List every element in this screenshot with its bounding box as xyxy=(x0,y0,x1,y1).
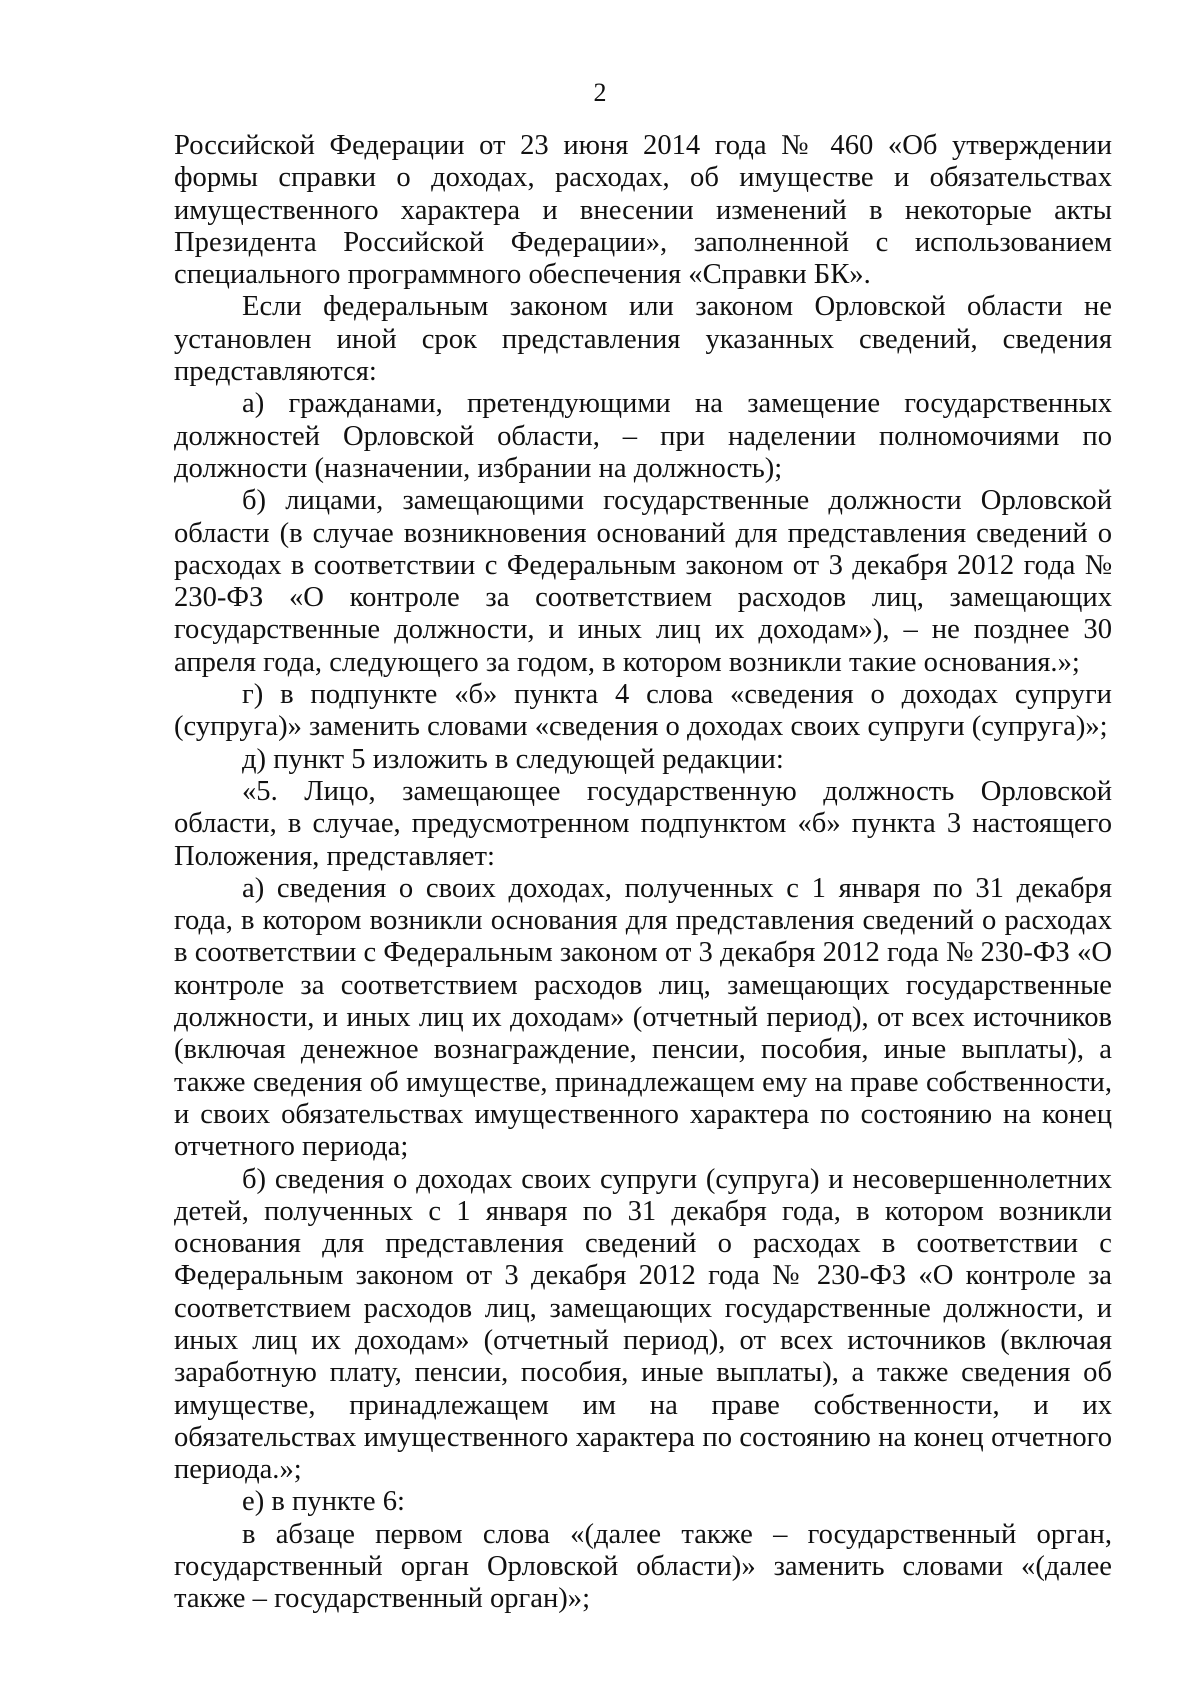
paragraph: «5. Лицо, замещающее государственную должность Орловской области, в случае, предусмотренном подпунктом «б» пункта 3 настоящего Положения, представляет: xyxy=(174,775,1112,872)
paragraph: б) лицами, замещающими государственные должности Орловской области (в случае возникновения оснований для представления сведений о расходах в соответствии с Федеральным законом от 3 декабря 2012 года № 230-ФЗ «О контроле за соответствием расходов лиц, замещающих государственные должности, и иных лиц их доходам»), – не позднее 30 апреля года, следующего за годом, в котором возникли такие основания.»; xyxy=(174,485,1112,678)
paragraph: а) гражданами, претендующими на замещение государственных должностей Орловской области, – при наделении полномочиями по должности (назначении, избрании на должность); xyxy=(174,388,1112,484)
paragraph: в абзаце первом слова «(далее также – государственный орган, государственный орган Орловской области)» заменить словами «(далее также – государственный орган)»; xyxy=(174,1518,1112,1615)
paragraph: д) пункт 5 изложить в следующей редакции: xyxy=(242,743,784,775)
page-number: 2 xyxy=(593,78,607,107)
paragraph: Если федеральным законом или законом Орловской области не установлен иной срок представления указанных сведений, сведения представляются: xyxy=(174,291,1112,388)
paragraph: б) сведения о доходах своих супруги (супруга) и несовершеннолетних детей, полученных с 1 января по 31 декабря года, в котором возникли основания для представления сведений о расходах в соответствии с Федеральным законом от 3 декабря 2012 года № 230-ФЗ «О контроле за соответствием расходов лиц, замещающих государственные должности, и иных лиц их доходам» (отчетный период), от всех источников (включая заработную плату, пенсии, пособия, иные выплаты), а также сведения об имуществе, принадлежащем им на праве собственности, и их обязательствах имущественного характера по состоянию на конец отчетного периода.»; xyxy=(174,1163,1112,1486)
paragraph: Российской Федерации от 23 июня 2014 года № 460 «Об утверждении формы справки о доходах, расходах, об имуществе и обязательствах имущественного характера и внесении изменений в некоторые акты Президента Российской Федерации», заполненной с использованием специального программного обеспечения «Справки БК». xyxy=(174,130,1112,291)
document-body xyxy=(174,130,1112,1616)
paragraph: а) сведения о своих доходах, полученных с 1 января по 31 декабря года, в котором возникли основания для представления сведений о расходах в соответствии с Федеральным законом от 3 декабря 2012 года № 230-ФЗ «О контроле за соответствием расходов лиц, замещающих государственные должности, и иных лиц их доходам» (отчетный период), от всех источников (включая денежное вознаграждение, пенсии, пособия, иные выплаты), а также сведения об имуществе, принадлежащем ему на праве собственности, и своих обязательствах имущественного характера по состоянию на конец отчетного периода; xyxy=(174,872,1112,1163)
paragraph: г) в подпункте «б» пункта 4 слова «сведения о доходах супруги (супруга)» заменить словами «сведения о доходах своих супруги (супруга)»; xyxy=(174,679,1112,743)
paragraph: е) в пункте 6: xyxy=(242,1486,406,1518)
